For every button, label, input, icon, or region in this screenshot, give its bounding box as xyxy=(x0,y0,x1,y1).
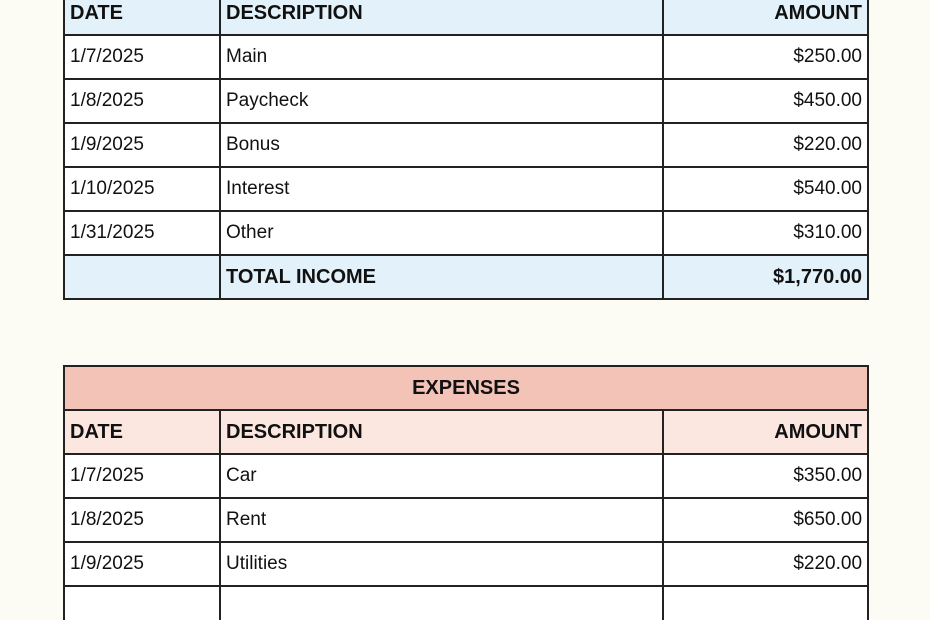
expenses-date-cell xyxy=(64,586,220,620)
income-header-row xyxy=(64,0,868,35)
table-row xyxy=(64,542,868,586)
income-date-cell: 1/9/2025 xyxy=(64,123,220,167)
expenses-amount-cell: $220.00 xyxy=(663,542,868,586)
expenses-title-row xyxy=(64,366,868,410)
expenses-date-cell: 1/9/2025 xyxy=(64,542,220,586)
expenses-description-cell: Car xyxy=(220,454,663,498)
expenses-title: EXPENSES xyxy=(64,366,868,410)
income-date-header: DATE xyxy=(64,0,220,35)
income-date-cell: 1/7/2025 xyxy=(64,35,220,79)
income-date-cell: 1/31/2025 xyxy=(64,211,220,255)
expenses-table xyxy=(63,365,869,620)
income-table xyxy=(63,0,869,300)
income-total-row xyxy=(64,255,868,299)
expenses-amount-cell: $650.00 xyxy=(663,498,868,542)
table-row xyxy=(64,35,868,79)
income-date-cell: 1/10/2025 xyxy=(64,167,220,211)
income-date-cell: 1/8/2025 xyxy=(64,79,220,123)
expenses-date-header: DATE xyxy=(64,410,220,454)
income-amount-cell: $540.00 xyxy=(663,167,868,211)
expenses-description-cell: Rent xyxy=(220,498,663,542)
income-amount-cell: $450.00 xyxy=(663,79,868,123)
income-amount-cell: $310.00 xyxy=(663,211,868,255)
income-total-empty-cell xyxy=(64,255,220,299)
expenses-amount-cell xyxy=(663,586,868,620)
expenses-description-header: DESCRIPTION xyxy=(220,410,663,454)
expenses-description-cell: Utilities xyxy=(220,542,663,586)
table-row xyxy=(64,586,868,620)
income-description-cell: Other xyxy=(220,211,663,255)
expenses-date-cell: 1/7/2025 xyxy=(64,454,220,498)
income-total-label: TOTAL INCOME xyxy=(220,255,663,299)
table-row xyxy=(64,211,868,255)
table-row xyxy=(64,79,868,123)
income-description-cell: Bonus xyxy=(220,123,663,167)
table-row xyxy=(64,498,868,542)
expenses-header-row xyxy=(64,410,868,454)
table-row xyxy=(64,167,868,211)
table-row xyxy=(64,123,868,167)
income-description-cell: Paycheck xyxy=(220,79,663,123)
income-amount-cell: $250.00 xyxy=(663,35,868,79)
expenses-amount-cell: $350.00 xyxy=(663,454,868,498)
income-description-cell: Main xyxy=(220,35,663,79)
expenses-description-cell xyxy=(220,586,663,620)
income-description-header: DESCRIPTION xyxy=(220,0,663,35)
expenses-amount-header: AMOUNT xyxy=(663,410,868,454)
income-total-amount: $1,770.00 xyxy=(663,255,868,299)
income-amount-header: AMOUNT xyxy=(663,0,868,35)
income-amount-cell: $220.00 xyxy=(663,123,868,167)
expenses-date-cell: 1/8/2025 xyxy=(64,498,220,542)
income-description-cell: Interest xyxy=(220,167,663,211)
table-row xyxy=(64,454,868,498)
